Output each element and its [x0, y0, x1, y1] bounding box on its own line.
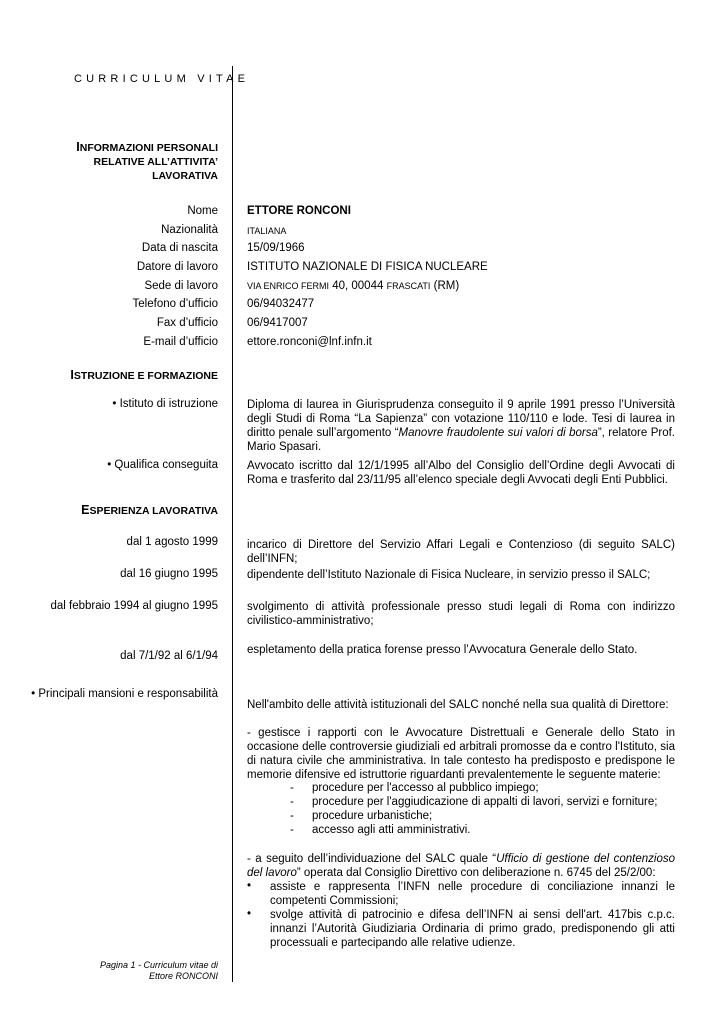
footer-line: Ettore RONCONI: [148, 971, 218, 981]
sede-part: FRASCATI: [386, 281, 431, 291]
bullet-item: assiste e rappresenta l’INFN nelle procedure di conciliazione innanzi le competenti Commissioni;: [270, 881, 675, 907]
experience-text: espletamento della pratica forense presso l’Avvocatura Generale dello Stato.: [247, 644, 638, 656]
text-part: Diploma di laurea in Giurisprudenza conseguito il 9 aprile 1991 presso l’Università degli Studi di Roma “La Sapienza” con votazione 110/110 e lode. Tesi di laurea in diritto penale sull’argomento “: [247, 399, 675, 439]
field-label-telefono: Telefono d’ufficio: [132, 298, 218, 310]
dash-item: accesso agli atti amministrativi.: [312, 824, 471, 836]
section-heading-education: ISTRUZIONE E FORMAZIONE: [70, 368, 218, 382]
field-value-datore: ISTITUTO NAZIONALE DI FISICA NUCLEARE: [247, 261, 488, 273]
text-part: ” operata dal Consiglio Direttivo con deliberazione n. 6745 del 25/2/00:: [296, 867, 656, 879]
experience-label: dal febbraio 1994 al giugno 1995: [50, 600, 218, 612]
text-part: ”, relatore Prof. Mario Spasari.: [247, 427, 675, 453]
duties-label: • Principali mansioni e responsabilità: [31, 688, 218, 700]
dash-item: procedure per l'aggiudicazione di appalti di lavori, servizi e forniture;: [312, 796, 658, 808]
duties-paragraph-1: - gestisce i rapporti con le Avvocature Distrettuali e Generale dello Stato in occasione delle controversie giudiziali ed arbitrali promosse da e contro l'Istituto, sia di natura civile che amministrativa. In tale contesto ha predisposto e predispone le memorie difensive ed istruttorie riguardanti prevalentemente le seguente materie:: [247, 727, 675, 781]
text-part: - a seguito dell’individuazione del SALC quale “: [247, 853, 497, 865]
education-label-qualifica: • Qualifica conseguita: [107, 459, 218, 471]
field-value-nome: ETTORE RONCONI: [247, 205, 351, 217]
sede-part: VIA ENRICO FERMI: [247, 281, 330, 291]
bullet-item: svolge attività di patrocinio e difesa dell’INFN ai sensi dell'art. 417bis c.p.c. innanzi l’Autorità Giudiziaria Ordinaria di primo grado, predisponendo gli atti processuali e partecipando alle relative udienze.: [270, 909, 675, 949]
experience-label: dal 1 agosto 1999: [126, 536, 218, 548]
bullet-marker: •: [247, 880, 252, 892]
field-value-sede: [247, 280, 459, 292]
field-value-email[interactable]: ettore.ronconi@lnf.infn.it: [247, 336, 372, 348]
vertical-divider: [232, 66, 233, 982]
education-label-istituto: • Istituto di istruzione: [112, 398, 218, 410]
field-label-datore: Datore di lavoro: [136, 261, 218, 273]
field-label-nome: Nome: [187, 205, 218, 217]
page-footer: [100, 960, 218, 982]
field-label-sede: Sede di lavoro: [144, 280, 218, 292]
education-text-istituto: [247, 398, 675, 454]
field-label-fax: Fax d’ufficio: [156, 317, 218, 329]
duties-paragraph-2: [247, 852, 675, 880]
heading-line: LAVORATIVA: [152, 170, 218, 182]
sede-part: (RM): [430, 280, 460, 292]
field-label-email: E-mail d’ufficio: [143, 336, 218, 348]
text-part-italic: Ufficio di gestione del contenzioso del lavoro: [247, 853, 676, 879]
experience-label: dal 16 giugno 1995: [120, 568, 218, 580]
field-value-fax: 06/9417007: [247, 317, 308, 329]
dash-marker: -: [290, 810, 294, 822]
experience-label: dal 7/1/92 al 6/1/94: [120, 650, 218, 662]
field-value-telefono: 06/94032477: [247, 298, 315, 310]
experience-text: dipendente dell’Istituto Nazionale di Fisica Nucleare, in servizio presso il SALC;: [247, 569, 651, 581]
experience-text: incarico di Direttore del Servizio Affari Legali e Contenzioso (di seguito SALC) dell’INFN;: [247, 539, 675, 565]
text-part-italic: Manovre fraudolente sui valori di borsa: [398, 427, 598, 439]
duties-intro: Nell'ambito delle attività istituzionali del SALC nonché nella sua qualità di Direttore:: [247, 699, 669, 711]
experience-text: svolgimento di attività professionale presso studi legali di Roma con indirizzo civilistico-amministrativo;: [247, 601, 675, 627]
section-heading-personal: [76, 140, 218, 183]
sede-part: 40, 00044: [329, 280, 387, 292]
field-value-nazionalita: ITALIANA: [247, 226, 287, 236]
dash-item: procedure per l'accesso al pubblico impiego;: [312, 782, 539, 794]
bullet-marker: •: [247, 908, 252, 920]
heading-line: INFORMAZIONI PERSONALI: [76, 140, 218, 154]
section-heading-experience: ESPERIENZA LAVORATIVA: [81, 503, 218, 517]
dash-marker: -: [290, 796, 294, 808]
document-title: CURRICULUM VITAE: [74, 73, 250, 85]
footer-line: Pagina 1 - Curriculum vitae di: [99, 960, 218, 970]
dash-marker: -: [290, 782, 294, 794]
education-text-qualifica: Avvocato iscritto dal 12/1/1995 all’Albo del Consiglio dell’Ordine degli Avvocati di Roma e trasferito dal 23/11/95 all’elenco speciale degli Avvocati degli Enti Pubblici.: [247, 460, 675, 486]
field-value-data-nascita: 15/09/1966: [247, 242, 305, 254]
dash-marker: -: [290, 824, 294, 836]
dash-item: procedure urbanistiche;: [312, 810, 433, 822]
heading-line: RELATIVE ALL’ATTIVITA’: [93, 156, 218, 168]
field-label-nazionalita: Nazionalità: [161, 224, 218, 236]
field-label-data-nascita: Data di nascita: [141, 242, 218, 254]
